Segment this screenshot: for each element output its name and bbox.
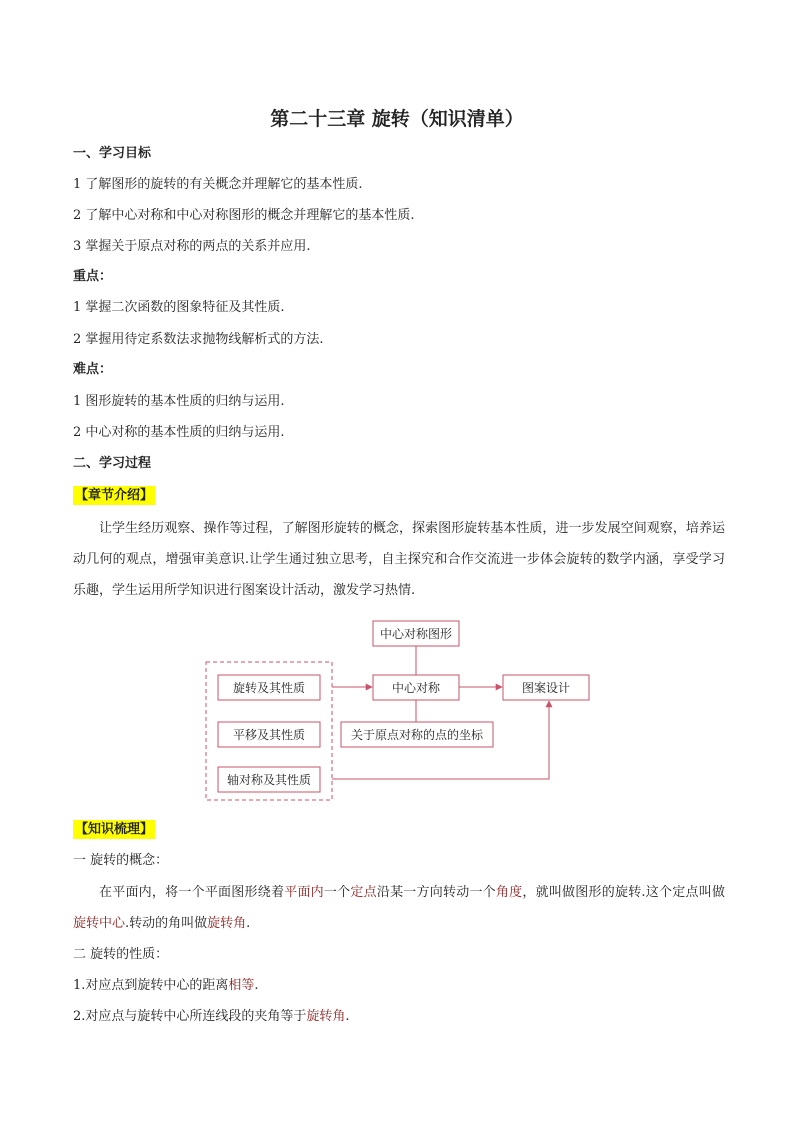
- property-text: 1.对应点到旋转中心的距离: [73, 978, 229, 993]
- knowledge-tag-line: [73, 820, 733, 839]
- property-text: .: [345, 1009, 350, 1024]
- chapter-intro-paragraph: 让学生经历观察、操作等过程，了解图形旋转的概念，探索图形旋转基本性质，进一步发展空间观察，培养运动几何的观点，增强审美意识.让学生通过独立思考，自主探究和合作交流进一步体会旋转的数学内涵，享受学习乐趣，学生运用所学知识进行图案设计活动，激发学习热情.: [73, 521, 725, 598]
- concept-highlight: 旋转中心: [73, 916, 126, 931]
- concept-text: 在平面内，将一个平面图形绕着: [99, 885, 285, 900]
- property-highlight: 相等: [228, 978, 255, 993]
- node-label-rotation: 旋转及其性质: [232, 681, 306, 695]
- concept-text: 一个: [323, 885, 351, 900]
- node-label-pattern-design: 图案设计: [521, 681, 571, 695]
- key-point-item: 1 掌握二次函数的图象特征及其性质.: [73, 300, 285, 315]
- concept-paragraph: [73, 877, 725, 939]
- property-text: .: [254, 978, 259, 993]
- difficulty-heading: 难点：: [73, 362, 113, 377]
- section-heading-process: 二、学习过程: [73, 456, 152, 471]
- concept-text: ，就叫做图形的旋转.这个定点叫做: [522, 885, 725, 900]
- concept-highlight: 定点: [350, 885, 377, 900]
- concept-highlight: 角度: [495, 885, 523, 900]
- concept-text: 沿某一方向转动一个: [376, 885, 496, 900]
- goal-item: 2 了解中心对称和中心对称图形的概念并理解它的基本性质.: [73, 208, 415, 223]
- difficulty-item: 1 图形旋转的基本性质的归纳与运用.: [73, 394, 285, 409]
- property-heading: 二 旋转的性质：: [73, 947, 169, 962]
- node-label-center-sym-figure: 中心对称图形: [379, 627, 453, 641]
- concept-highlight: 旋转角: [207, 916, 247, 931]
- goal-item: 3 掌握关于原点对称的两点的关系并应用.: [73, 239, 311, 254]
- key-point-item: 2 掌握用待定系数法求抛物线解析式的方法.: [73, 332, 324, 347]
- node-label-axis-sym: 轴对称及其性质: [226, 773, 312, 787]
- concept-text: .: [246, 916, 251, 931]
- chapter-intro-tag: 【章节介绍】: [75, 488, 154, 503]
- property-text: 2.对应点与旋转中心所连线段的夹角等于: [73, 1009, 307, 1024]
- concept-text: .转动的角叫做: [125, 916, 208, 931]
- concept-heading: 一 旋转的概念：: [73, 853, 169, 868]
- property-highlight: 旋转角: [306, 1009, 346, 1024]
- node-label-origin-coords: 关于原点对称的点的坐标: [350, 728, 484, 742]
- node-label-center-sym: 中心对称: [391, 681, 441, 695]
- property-item-2: [73, 1008, 733, 1026]
- key-points-heading: 重点：: [73, 269, 113, 284]
- difficulty-item: 2 中心对称的基本性质的归纳与运用.: [73, 425, 285, 440]
- goal-item: 1 了解图形的旋转的有关概念并理解它的基本性质.: [73, 177, 363, 192]
- knowledge-tag: 【知识梳理】: [75, 822, 154, 837]
- page-title: 第二十三章 旋转（知识清单）: [270, 108, 524, 130]
- node-label-translation: 平移及其性质: [232, 728, 306, 742]
- section-heading-goals: 一、学习目标: [73, 146, 152, 161]
- concept-highlight: 平面内: [284, 885, 324, 900]
- property-item-1: [73, 977, 733, 995]
